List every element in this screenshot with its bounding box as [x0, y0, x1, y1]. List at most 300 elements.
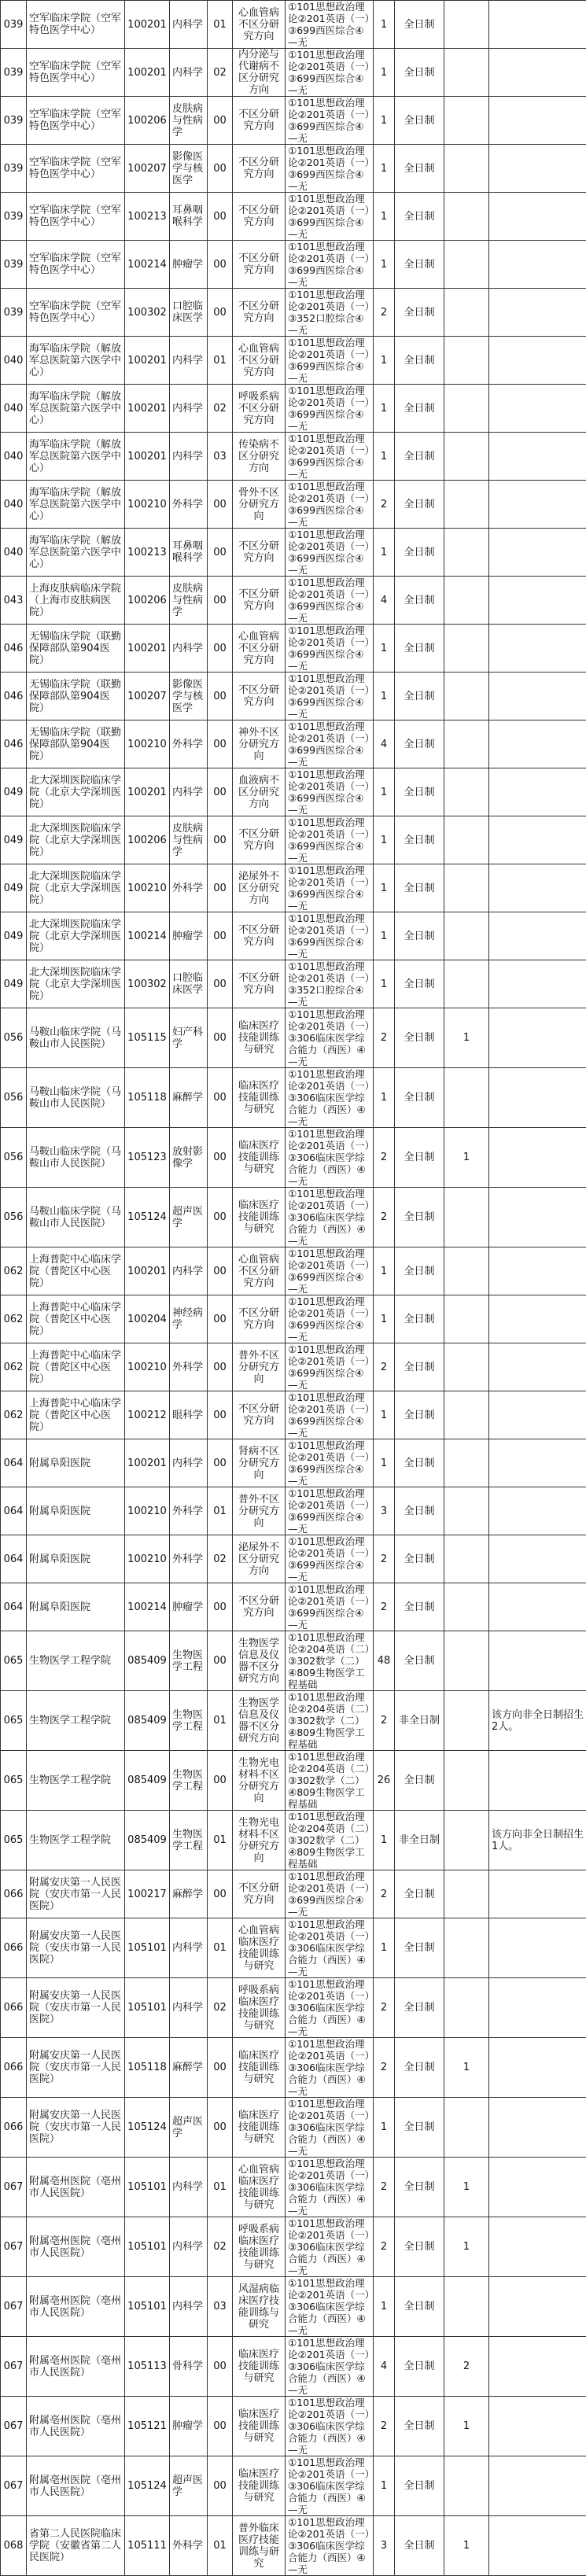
major-code-cell: 105118	[125, 2038, 170, 2098]
recommended-count-cell	[444, 1439, 489, 1487]
table-row	[1, 193, 586, 241]
study-mode-cell: 全日制	[395, 1128, 444, 1188]
direction-code-cell: 00	[208, 241, 233, 289]
study-mode-cell: 全日制	[395, 1751, 444, 1811]
unit-code-cell: 049	[1, 768, 27, 816]
remarks-cell	[489, 720, 586, 768]
recommended-count-cell	[444, 529, 489, 577]
study-mode-cell: 全日制	[395, 1631, 444, 1691]
major-name-cell: 内科学	[170, 1918, 208, 1978]
recommended-count-cell	[444, 1188, 489, 1247]
direction-name-cell: 风湿病临床医疗技能训练与研究	[233, 2277, 286, 2337]
table-row	[1, 1870, 586, 1918]
major-name-cell: 内科学	[170, 385, 208, 433]
major-code-cell: 100206	[125, 816, 170, 864]
direction-name-cell: 不区分研究方向	[233, 1391, 286, 1439]
major-name-cell: 内科学	[170, 1247, 208, 1295]
direction-code-cell: 00	[208, 2456, 233, 2516]
direction-code-cell: 02	[208, 385, 233, 433]
recommended-count-cell	[444, 1295, 489, 1343]
unit-name-cell: 附属安庆第一人民医院（安庆市第一人民医院）	[27, 1918, 125, 1978]
direction-code-cell: 00	[208, 2397, 233, 2456]
unit-code-cell: 062	[1, 1391, 27, 1439]
exam-subjects-cell: ①101思想政治理论②201英语（一）③699西医综合④—无	[286, 1391, 374, 1439]
unit-code-cell: 066	[1, 2098, 27, 2158]
direction-name-cell: 不区分研究方向	[233, 241, 286, 289]
direction-code-cell: 00	[208, 912, 233, 960]
exam-subjects-cell: ①101思想政治理论②201英语（一）③699西医综合④—无	[286, 577, 374, 625]
unit-code-cell: 065	[1, 1631, 27, 1691]
recommended-count-cell	[444, 1583, 489, 1631]
direction-name-cell: 不区分研究方向	[233, 1583, 286, 1631]
unit-code-cell: 049	[1, 816, 27, 864]
direction-name-cell: 泌尿外不区分研究方向	[233, 1535, 286, 1583]
recommended-count-cell: 1	[444, 2397, 489, 2456]
unit-code-cell: 039	[1, 289, 27, 337]
unit-name-cell: 上海普陀中心临床学院（普陀区中心医院）	[27, 1343, 125, 1391]
direction-code-cell: 01	[208, 2158, 233, 2217]
major-code-cell: 100201	[125, 768, 170, 816]
table-row	[1, 2516, 586, 2576]
study-mode-cell: 全日制	[395, 816, 444, 864]
unit-name-cell: 生物医学工程学院	[27, 1631, 125, 1691]
major-code-cell: 100201	[125, 337, 170, 385]
unit-name-cell: 附属安庆第一人民医院（安庆市第一人民医院）	[27, 1870, 125, 1918]
major-code-cell: 105101	[125, 2277, 170, 2337]
unit-code-cell: 065	[1, 1751, 27, 1811]
direction-code-cell: 00	[208, 1631, 233, 1691]
recommended-count-cell	[444, 97, 489, 145]
exam-subjects-cell: ①101思想政治理论②201英语（一）③699西医综合④—无	[286, 241, 374, 289]
enrollment-count-cell: 1	[374, 1295, 395, 1343]
study-mode-cell: 全日制	[395, 1439, 444, 1487]
direction-code-cell: 01	[208, 1691, 233, 1751]
unit-name-cell: 上海皮肤病临床学院（上海市皮肤病医院）	[27, 577, 125, 625]
table-body	[1, 1, 586, 2576]
table-row	[1, 145, 586, 193]
direction-name-cell: 不区分研究方向	[233, 912, 286, 960]
direction-name-cell: 心血管病不区分研究方向	[233, 1247, 286, 1295]
exam-subjects-cell: ①101思想政治理论②201英语（一）③699西医综合④—无	[286, 1439, 374, 1487]
unit-code-cell: 039	[1, 49, 27, 97]
recommended-count-cell: 1	[444, 2217, 489, 2277]
remarks-cell	[489, 1068, 586, 1128]
major-name-cell: 神经病学	[170, 1295, 208, 1343]
study-mode-cell: 全日制	[395, 2456, 444, 2516]
unit-code-cell: 040	[1, 337, 27, 385]
unit-name-cell: 空军临床学院（空军特色医学中心）	[27, 193, 125, 241]
table-row	[1, 49, 586, 97]
unit-code-cell: 043	[1, 577, 27, 625]
major-code-cell: 105115	[125, 1008, 170, 1068]
unit-name-cell: 附属亳州医院（亳州市人民医院）	[27, 2277, 125, 2337]
unit-name-cell: 空军临床学院（空军特色医学中心）	[27, 1, 125, 49]
exam-subjects-cell: ①101思想政治理论②201英语（一）③306临床医学综合能力（西医）④—无	[286, 1008, 374, 1068]
enrollment-count-cell: 1	[374, 241, 395, 289]
direction-code-cell: 00	[208, 1068, 233, 1128]
unit-code-cell: 049	[1, 912, 27, 960]
unit-name-cell: 生物医学工程学院	[27, 1691, 125, 1751]
enrollment-count-cell: 1	[374, 1439, 395, 1487]
direction-code-cell: 00	[208, 673, 233, 720]
exam-subjects-cell: ①101思想政治理论②201英语（一）③699西医综合④—无	[286, 145, 374, 193]
direction-name-cell: 不区分研究方向	[233, 960, 286, 1008]
unit-name-cell: 无锡临床学院（联勤保障部队第904医院）	[27, 673, 125, 720]
remarks-cell	[489, 193, 586, 241]
exam-subjects-cell: ①101思想政治理论②201英语（一）③699西医综合④—无	[286, 912, 374, 960]
exam-subjects-cell: ①101思想政治理论②201英语（一）③699西医综合④—无	[286, 720, 374, 768]
unit-name-cell: 生物医学工程学院	[27, 1811, 125, 1870]
unit-code-cell: 039	[1, 241, 27, 289]
major-code-cell: 100207	[125, 673, 170, 720]
unit-name-cell: 海军临床学院（解放军总医院第六医学中心）	[27, 529, 125, 577]
major-name-cell: 肿瘤学	[170, 2397, 208, 2456]
exam-subjects-cell: ①101思想政治理论②201英语（一）③699西医综合④—无	[286, 1295, 374, 1343]
direction-code-cell: 00	[208, 864, 233, 912]
study-mode-cell: 全日制	[395, 1918, 444, 1978]
exam-subjects-cell: ①101思想政治理论②201英语（一）③699西医综合④—无	[286, 529, 374, 577]
unit-name-cell: 省第二人民医院临床学院（安徽省第二人民医院）	[27, 2516, 125, 2576]
enrollment-count-cell: 2	[374, 1535, 395, 1583]
exam-subjects-cell: ①101思想政治理论②201英语（一）③306临床医学综合能力（西医）④—无	[286, 2217, 374, 2277]
direction-code-cell: 02	[208, 49, 233, 97]
unit-name-cell: 海军临床学院（解放军总医院第六医学中心）	[27, 337, 125, 385]
direction-code-cell: 03	[208, 2277, 233, 2337]
major-code-cell: 100210	[125, 1487, 170, 1535]
unit-code-cell: 039	[1, 97, 27, 145]
enrollment-count-cell: 1	[374, 2456, 395, 2516]
exam-subjects-cell: ①101思想政治理论②201英语（一）③306临床医学综合能力（西医）④—无	[286, 2516, 374, 2576]
exam-subjects-cell: ①101思想政治理论②201英语（一）③699西医综合④—无	[286, 1870, 374, 1918]
direction-code-cell: 01	[208, 1918, 233, 1978]
direction-name-cell: 临床医疗技能训练与研究	[233, 2337, 286, 2397]
major-code-cell: 100210	[125, 720, 170, 768]
recommended-count-cell	[444, 1343, 489, 1391]
enrollment-count-cell: 2	[374, 2038, 395, 2098]
direction-code-cell: 00	[208, 1870, 233, 1918]
remarks-cell	[489, 2516, 586, 2576]
recommended-count-cell	[444, 337, 489, 385]
unit-code-cell: 067	[1, 2397, 27, 2456]
enrollment-count-cell: 3	[374, 1487, 395, 1535]
exam-subjects-cell: ①101思想政治理论②201英语（一）③699西医综合④—无	[286, 1583, 374, 1631]
exam-subjects-cell: ①101思想政治理论②201英语（一）③699西医综合④—无	[286, 673, 374, 720]
major-name-cell: 外科学	[170, 1343, 208, 1391]
remarks-cell	[489, 1128, 586, 1188]
unit-name-cell: 马鞍山临床学院（马鞍山市人民医院）	[27, 1068, 125, 1128]
table-row	[1, 241, 586, 289]
exam-subjects-cell: ①101思想政治理论②201英语（一）③306临床医学综合能力（西医）④—无	[286, 1188, 374, 1247]
major-code-cell: 105118	[125, 1068, 170, 1128]
table-row	[1, 1978, 586, 2038]
table-row	[1, 1295, 586, 1343]
enrollment-count-cell: 1	[374, 1811, 395, 1870]
unit-code-cell: 065	[1, 1691, 27, 1751]
exam-subjects-cell: ①101思想政治理论②201英语（一）③306临床医学综合能力（西医）④—无	[286, 2456, 374, 2516]
exam-subjects-cell: ①101思想政治理论②201英语（一）③352口腔综合④—无	[286, 960, 374, 1008]
direction-name-cell: 呼吸系病不区分研究方向	[233, 385, 286, 433]
direction-name-cell: 血液病不区分研究方向	[233, 768, 286, 816]
study-mode-cell: 全日制	[395, 577, 444, 625]
table-row	[1, 1535, 586, 1583]
direction-code-cell: 01	[208, 1811, 233, 1870]
major-code-cell: 100201	[125, 1247, 170, 1295]
major-code-cell: 100210	[125, 1343, 170, 1391]
exam-subjects-cell: ①101思想政治理论②201英语（一）③699西医综合④—无	[286, 337, 374, 385]
major-code-cell: 105124	[125, 1188, 170, 1247]
direction-code-cell: 00	[208, 1343, 233, 1391]
unit-name-cell: 北大深圳医院临床学院（北京大学深圳医院）	[27, 912, 125, 960]
direction-name-cell: 普外临床医疗技能训练与研究	[233, 2516, 286, 2576]
table-row	[1, 2158, 586, 2217]
direction-code-cell: 00	[208, 529, 233, 577]
major-name-cell: 超声医学	[170, 1188, 208, 1247]
table-row	[1, 768, 586, 816]
direction-name-cell: 呼吸系病临床医疗技能训练与研究	[233, 1978, 286, 2038]
table-row	[1, 289, 586, 337]
direction-code-cell: 01	[208, 1487, 233, 1535]
direction-code-cell: 03	[208, 433, 233, 481]
recommended-count-cell	[444, 433, 489, 481]
remarks-cell	[489, 1, 586, 49]
study-mode-cell: 全日制	[395, 2158, 444, 2217]
recommended-count-cell	[444, 2098, 489, 2158]
table-row	[1, 577, 586, 625]
unit-code-cell: 066	[1, 1870, 27, 1918]
recommended-count-cell	[444, 145, 489, 193]
enrollment-count-cell: 48	[374, 1631, 395, 1691]
enrollment-count-cell: 3	[374, 2516, 395, 2576]
direction-code-cell: 00	[208, 577, 233, 625]
major-name-cell: 内科学	[170, 625, 208, 673]
direction-name-cell: 不区分研究方向	[233, 145, 286, 193]
recommended-count-cell	[444, 1978, 489, 2038]
major-code-cell: 100210	[125, 864, 170, 912]
direction-code-cell: 02	[208, 1978, 233, 2038]
remarks-cell	[489, 816, 586, 864]
major-name-cell: 麻醉学	[170, 1870, 208, 1918]
recommended-count-cell	[444, 289, 489, 337]
unit-code-cell: 062	[1, 1295, 27, 1343]
table-row	[1, 1751, 586, 1811]
exam-subjects-cell: ①101思想政治理论②201英语（一）③699西医综合④—无	[286, 1535, 374, 1583]
enrollment-count-cell: 2	[374, 2217, 395, 2277]
direction-name-cell: 心血管病不区分研究方向	[233, 337, 286, 385]
enrollment-count-cell: 2	[374, 1583, 395, 1631]
study-mode-cell: 全日制	[395, 2098, 444, 2158]
enrollment-count-cell: 4	[374, 720, 395, 768]
major-code-cell: 100302	[125, 289, 170, 337]
exam-subjects-cell: ①101思想政治理论②201英语（一）③306临床医学综合能力（西医）④—无	[286, 1978, 374, 2038]
table-row	[1, 816, 586, 864]
major-code-cell: 100207	[125, 145, 170, 193]
exam-subjects-cell: ①101思想政治理论②201英语（一）③306临床医学综合能力（西医）④—无	[286, 1918, 374, 1978]
unit-name-cell: 附属安庆第一人民医院（安庆市第一人民医院）	[27, 2098, 125, 2158]
recommended-count-cell	[444, 577, 489, 625]
major-code-cell: 100212	[125, 1391, 170, 1439]
unit-code-cell: 064	[1, 1583, 27, 1631]
recommended-count-cell: 1	[444, 2516, 489, 2576]
unit-name-cell: 附属亳州医院（亳州市人民医院）	[27, 2337, 125, 2397]
direction-code-cell: 00	[208, 145, 233, 193]
major-name-cell: 内科学	[170, 2277, 208, 2337]
direction-name-cell: 骨外不区分研究方向	[233, 481, 286, 529]
table-row	[1, 337, 586, 385]
study-mode-cell: 全日制	[395, 1247, 444, 1295]
exam-subjects-cell: ①101思想政治理论②201英语（一）③699西医综合④—无	[286, 864, 374, 912]
study-mode-cell: 全日制	[395, 2397, 444, 2456]
recommended-count-cell	[444, 768, 489, 816]
remarks-cell	[489, 2337, 586, 2397]
unit-name-cell: 北大深圳医院临床学院（北京大学深圳医院）	[27, 768, 125, 816]
major-code-cell: 100204	[125, 1295, 170, 1343]
study-mode-cell: 全日制	[395, 2277, 444, 2337]
direction-name-cell: 生物光电材料不区分研究方向	[233, 1811, 286, 1870]
direction-code-cell: 00	[208, 481, 233, 529]
unit-name-cell: 马鞍山临床学院（马鞍山市人民医院）	[27, 1188, 125, 1247]
remarks-cell	[489, 289, 586, 337]
study-mode-cell: 全日制	[395, 912, 444, 960]
major-code-cell: 100210	[125, 481, 170, 529]
unit-code-cell: 066	[1, 1918, 27, 1978]
recommended-count-cell	[444, 49, 489, 97]
study-mode-cell: 全日制	[395, 1583, 444, 1631]
enrollment-count-cell: 1	[374, 816, 395, 864]
unit-code-cell: 067	[1, 2456, 27, 2516]
exam-subjects-cell: ①101思想政治理论②201英语（一）③306临床医学综合能力（西医）④—无	[286, 2397, 374, 2456]
table-row	[1, 1343, 586, 1391]
enrollment-count-cell: 2	[374, 1691, 395, 1751]
table-row	[1, 1918, 586, 1978]
table-row	[1, 1811, 586, 1870]
unit-name-cell: 空军临床学院（空军特色医学中心）	[27, 97, 125, 145]
table-row	[1, 720, 586, 768]
study-mode-cell: 全日制	[395, 625, 444, 673]
major-name-cell: 内科学	[170, 2217, 208, 2277]
remarks-cell	[489, 1870, 586, 1918]
exam-subjects-cell: ①101思想政治理论②204英语（二）③302数学（二）④809生物医学工程基础	[286, 1751, 374, 1811]
direction-name-cell: 不区分研究方向	[233, 1295, 286, 1343]
remarks-cell	[489, 481, 586, 529]
recommended-count-cell	[444, 720, 489, 768]
enrollment-count-cell: 1	[374, 1, 395, 49]
table-row	[1, 2038, 586, 2098]
major-name-cell: 生物医学工程	[170, 1751, 208, 1811]
unit-name-cell: 附属阜阳医院	[27, 1487, 125, 1535]
major-name-cell: 肿瘤学	[170, 241, 208, 289]
enrollment-count-cell: 1	[374, 1918, 395, 1978]
major-code-cell: 100302	[125, 960, 170, 1008]
direction-code-cell: 00	[208, 2098, 233, 2158]
study-mode-cell: 全日制	[395, 289, 444, 337]
study-mode-cell: 全日制	[395, 385, 444, 433]
direction-name-cell: 不区分研究方向	[233, 193, 286, 241]
study-mode-cell: 全日制	[395, 768, 444, 816]
major-name-cell: 外科学	[170, 720, 208, 768]
enrollment-count-cell: 1	[374, 2098, 395, 2158]
unit-name-cell: 海军临床学院（解放军总医院第六医学中心）	[27, 433, 125, 481]
recommended-count-cell: 1	[444, 1008, 489, 1068]
major-name-cell: 妇产科学	[170, 1008, 208, 1068]
direction-name-cell: 生物医学信息及仪器不区分研究方向	[233, 1631, 286, 1691]
enrollment-count-cell: 1	[374, 97, 395, 145]
direction-code-cell: 00	[208, 193, 233, 241]
unit-name-cell: 北大深圳医院临床学院（北京大学深圳医院）	[27, 816, 125, 864]
unit-name-cell: 附属安庆第一人民医院（安庆市第一人民医院）	[27, 1978, 125, 2038]
unit-name-cell: 上海普陀中心临床学院（普陀区中心医院）	[27, 1391, 125, 1439]
study-mode-cell: 全日制	[395, 433, 444, 481]
table-row	[1, 1391, 586, 1439]
study-mode-cell: 全日制	[395, 145, 444, 193]
major-code-cell: 100201	[125, 1, 170, 49]
major-name-cell: 口腔临床医学	[170, 289, 208, 337]
remarks-cell	[489, 97, 586, 145]
exam-subjects-cell: ①101思想政治理论②201英语（一）③699西医综合④—无	[286, 1487, 374, 1535]
table-row	[1, 97, 586, 145]
unit-code-cell: 064	[1, 1487, 27, 1535]
study-mode-cell: 全日制	[395, 1295, 444, 1343]
unit-name-cell: 海军临床学院（解放军总医院第六医学中心）	[27, 481, 125, 529]
unit-code-cell: 040	[1, 481, 27, 529]
unit-name-cell: 马鞍山临床学院（马鞍山市人民医院）	[27, 1008, 125, 1068]
remarks-cell	[489, 1391, 586, 1439]
major-name-cell: 内科学	[170, 2158, 208, 2217]
direction-name-cell: 临床医疗技能训练与研究	[233, 2456, 286, 2516]
enrollment-count-cell: 1	[374, 768, 395, 816]
major-name-cell: 内科学	[170, 768, 208, 816]
remarks-cell	[489, 1008, 586, 1068]
study-mode-cell: 全日制	[395, 1978, 444, 2038]
direction-code-cell: 01	[208, 337, 233, 385]
exam-subjects-cell: ①101思想政治理论②201英语（一）③699西医综合④—无	[286, 1247, 374, 1295]
direction-code-cell: 00	[208, 1751, 233, 1811]
exam-subjects-cell: ①101思想政治理论②201英语（一）③306临床医学综合能力（西医）④—无	[286, 1068, 374, 1128]
study-mode-cell: 全日制	[395, 49, 444, 97]
direction-name-cell: 临床医疗技能训练与研究	[233, 2098, 286, 2158]
study-mode-cell: 全日制	[395, 673, 444, 720]
direction-name-cell: 生物光电材料不区分研究方向	[233, 1751, 286, 1811]
direction-code-cell: 01	[208, 1, 233, 49]
major-code-cell: 100210	[125, 1535, 170, 1583]
major-name-cell: 生物医学工程	[170, 1811, 208, 1870]
remarks-cell	[489, 1295, 586, 1343]
study-mode-cell: 全日制	[395, 1391, 444, 1439]
remarks-cell	[489, 241, 586, 289]
enrollment-count-cell: 2	[374, 481, 395, 529]
major-code-cell: 100201	[125, 433, 170, 481]
remarks-cell	[489, 433, 586, 481]
recommended-count-cell	[444, 960, 489, 1008]
unit-name-cell: 附属阜阳医院	[27, 1583, 125, 1631]
recommended-count-cell	[444, 673, 489, 720]
major-code-cell: 105113	[125, 2337, 170, 2397]
major-name-cell: 麻醉学	[170, 1068, 208, 1128]
study-mode-cell: 全日制	[395, 241, 444, 289]
direction-code-cell: 00	[208, 1188, 233, 1247]
direction-name-cell: 生物医学信息及仪器不区分研究方向	[233, 1691, 286, 1751]
unit-code-cell: 062	[1, 1247, 27, 1295]
direction-name-cell: 临床医疗技能训练与研究	[233, 2397, 286, 2456]
major-code-cell: 105101	[125, 1918, 170, 1978]
table-row	[1, 960, 586, 1008]
enrollment-count-cell: 2	[374, 2397, 395, 2456]
table-row	[1, 529, 586, 577]
enrollment-count-cell: 4	[374, 577, 395, 625]
major-code-cell: 085409	[125, 1811, 170, 1870]
major-code-cell: 100213	[125, 529, 170, 577]
major-code-cell: 100201	[125, 49, 170, 97]
exam-subjects-cell: ①101思想政治理论②201英语（一）③699西医综合④—无	[286, 816, 374, 864]
